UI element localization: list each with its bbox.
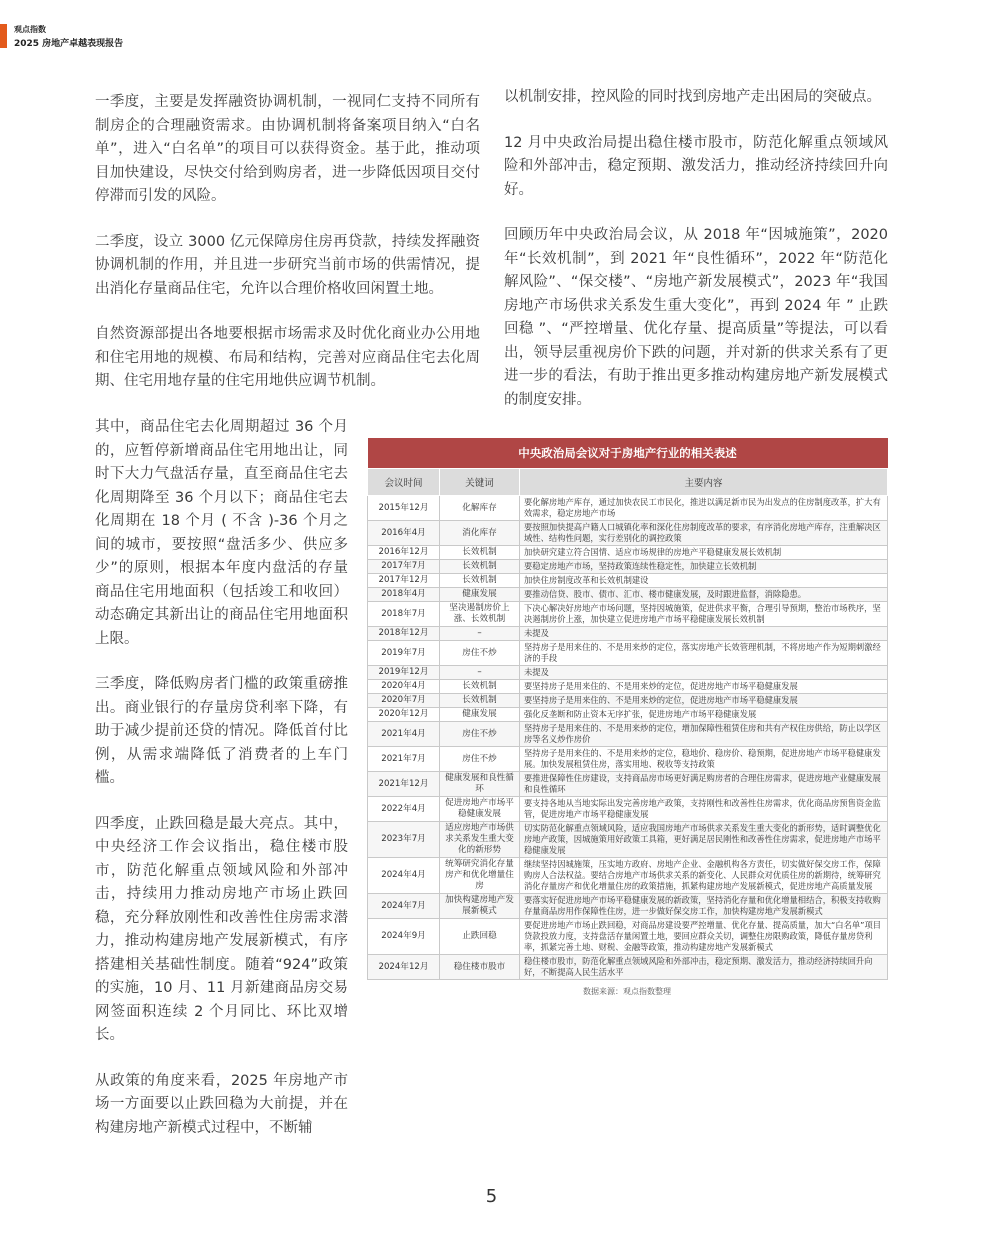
cell-keyword: 房住不炒 [440,747,520,772]
cell-keyword: 长效机制 [440,680,520,694]
cell-meeting-time: 2024年4月 [368,858,440,894]
cell-meeting-time: 2021年12月 [368,772,440,797]
table-row [368,680,888,694]
cell-content: 坚持房子是用来住的、不是用来炒的定位，增加保障性租赁住房和共有产权住房供给，防止以学区房等名义炒作房价 [520,722,888,747]
table-row [368,641,888,666]
cell-keyword: 房住不炒 [440,641,520,666]
paragraph: 12 月中央政治局提出稳住楼市股市，防范化解重点领域风险和外部冲击，稳定预期、激发活力，推动经济持续回升向好。 [504,134,888,198]
cell-meeting-time: 2017年12月 [368,574,440,588]
cell-keyword: 健康发展 [440,708,520,722]
cell-keyword: 健康发展和良性循环 [440,772,520,797]
cell-meeting-time: 2021年7月 [368,747,440,772]
table-row [368,747,888,772]
table-row [368,496,888,521]
cell-content: 加快住房制度改革和长效机制建设 [520,574,888,588]
cell-content: 强化反垄断和防止资本无序扩张，促进房地产市场平稳健康发展 [520,708,888,722]
cell-meeting-time: 2024年7月 [368,894,440,919]
cell-content: 坚持房子是用来住的、不是用来炒的定位，落实房地产长效管理机制，不将房地产作为短期刺激经济的手段 [520,641,888,666]
cell-meeting-time: 2015年12月 [368,496,440,521]
cell-keyword: – [440,666,520,680]
cell-content: 加快研究建立符合国情、适应市场规律的房地产平稳健康发展长效机制 [520,546,888,560]
cell-keyword: 加快构建房地产发展新模式 [440,894,520,919]
cell-keyword: 统筹研究消化存量房产和优化增量住房 [440,858,520,894]
cell-meeting-time: 2018年12月 [368,627,440,641]
cell-meeting-time: 2020年7月 [368,694,440,708]
cell-content: 坚持房子是用来住的、不是用来炒的定位，稳地价、稳房价、稳预期，促进房地产市场平稳健康发展。加快发展租赁住房，落实用地、税收等支持政策 [520,747,888,772]
cell-keyword: – [440,627,520,641]
cell-content: 要化解房地产库存，通过加快农民工市民化，推进以满足新市民为出发点的住房制度改革，扩大有效需求，稳定房地产市场 [520,496,888,521]
cell-content: 要支持各地从当地实际出发完善房地产政策，支持刚性和改善性住房需求，优化商品房预售资金监管，促进房地产市场平稳健康发展 [520,797,888,822]
cell-content: 未提及 [520,627,888,641]
cell-content: 下决心解决好房地产市场问题，坚持因城施策，促进供求平衡，合理引导预期，整治市场秩序，坚决遏制房价上涨，加快建立促进房地产市场平稳健康发展长效机制 [520,602,888,627]
cell-keyword: 适应房地产市场供求关系发生重大变化的新形势 [440,822,520,858]
cell-meeting-time: 2018年7月 [368,602,440,627]
cell-content: 要落实好促进房地产市场平稳健康发展的新政策，坚持消化存量和优化增量相结合，积极支持收购存量商品房用作保障性住房，进一步做好保交房工作，加快构建房地产发展新模式 [520,894,888,919]
table-row [368,602,888,627]
cell-content: 要坚持房子是用来住的、不是用来炒的定位，促进房地产市场平稳健康发展 [520,680,888,694]
right-column [504,86,888,434]
table-row [368,955,888,980]
cell-meeting-time: 2024年9月 [368,919,440,955]
column-header: 主要内容 [520,469,888,496]
table-title: 中央政治局会议对于房地产行业的相关表述 [368,438,888,469]
cell-content: 要推动信贷、股市、债市、汇市、楼市健康发展，及时跟进监督，消除隐患。 [520,588,888,602]
report-title: 2025 房地产卓越表现报告 [14,39,124,49]
cell-keyword: 坚决遏制房价上涨、长效机制 [440,602,520,627]
cell-keyword: 促进房地产市场平稳健康发展 [440,797,520,822]
table-row [368,722,888,747]
table-row [368,521,888,546]
cell-meeting-time: 2019年7月 [368,641,440,666]
cell-meeting-time: 2022年4月 [368,797,440,822]
cell-content: 要坚持房子是用来住的、不是用来炒的定位，促进房地产市场平稳健康发展 [520,694,888,708]
table-row [368,708,888,722]
cell-content: 要促进房地产市场止跌回稳，对商品房建设要严控增量、优化存量、提高质量，加大“白名单”项目贷款投放力度，支持盘活存量闲置土地，要回应群众关切，调整住房限购政策，降低存量房贷利率，抓紧完善土地、财税、金融等政策，推动构建房地产发展新模式 [520,919,888,955]
cell-content: 要稳定房地产市场，坚持政策连续性稳定性，加快建立长效机制 [520,560,888,574]
table-row [368,560,888,574]
cell-keyword: 稳住楼市股市 [440,955,520,980]
cell-meeting-time: 2019年12月 [368,666,440,680]
paragraph: 二季度，设立 3000 亿元保障房住房再贷款，持续发挥融资协调机制的作用，并且进一步研究当前市场的供需情况，提出消化存量商品住宅，允许以合理价格收回闲置土地。 [95,233,480,297]
cell-meeting-time: 2024年12月 [368,955,440,980]
cell-keyword: 长效机制 [440,560,520,574]
table-row [368,919,888,955]
cell-content: 稳住楼市股市，防范化解重点领域风险和外部冲击，稳定预期、激发活力，推动经济持续回升向好，不断提高人民生活水平 [520,955,888,980]
cell-keyword: 消化库存 [440,521,520,546]
cell-meeting-time: 2020年4月 [368,680,440,694]
column-header: 会议时间 [368,469,440,496]
cell-meeting-time: 2023年7月 [368,822,440,858]
policy-table [367,438,888,980]
table-row [368,822,888,858]
cell-keyword: 长效机制 [440,694,520,708]
paragraph: 从政策的角度来看，2025 年房地产市场一方面要以止跌回稳为大前提，并在构建房地产新模式过程中，不断辅 [95,1072,348,1136]
table-row [368,894,888,919]
cell-keyword: 长效机制 [440,546,520,560]
cell-keyword: 房住不炒 [440,722,520,747]
table-row [368,588,888,602]
page-number: 5 [485,1186,498,1207]
cell-keyword: 化解库存 [440,496,520,521]
paragraph: 自然资源部提出各地要根据市场需求及时优化商业办公用地和住宅用地的规模、布局和结构，完善对应商品住宅去化周期、住宅用地存量的住宅用地供应调节机制。 [95,326,480,389]
cell-meeting-time: 2016年4月 [368,521,440,546]
table-row [368,772,888,797]
brand-name: 观点指数 [14,25,46,34]
table-row [368,627,888,641]
paragraph: 回顾历年中央政治局会议，从 2018 年“因城施策”，2020 年“长效机制”，到 2021 年“良性循环”，2022 年“防范化解风险”、“保交楼”、“房地产新发展模式”，2023 年“我国房地产市场供求关系发生重大变化”，再到 2024 年 ” 止跌回稳 ”、“严控增量、优化存量、提高质量”等提法，可以看出，领导层重视房价下跌的问题，并对新的供求关系有了更进一步的看法，有助于推出更多推动构建房地产新发展模式的制度安排。 [504,227,888,408]
cell-content: 未提及 [520,666,888,680]
cell-meeting-time: 2016年12月 [368,546,440,560]
policy-table-block [367,438,887,997]
cell-meeting-time: 2021年4月 [368,722,440,747]
column-header: 关键词 [440,469,520,496]
paragraph: 以机制安排，控风险的同时找到房地产走出困局的突破点。 [504,89,881,105]
table-row [368,666,888,680]
left-column-top [95,91,480,416]
cell-meeting-time: 2017年7月 [368,560,440,574]
cell-content: 切实防范化解重点领域风险，适应我国房地产市场供求关系发生重大变化的新形势，适时调整优化房地产政策，因城施策用好政策工具箱，更好满足居民刚性和改善性住房需求，促进房地产市场平稳健康发展 [520,822,888,858]
cell-keyword: 健康发展 [440,588,520,602]
data-source-note: 数据来源：观点指数整理 [583,987,671,996]
paragraph: 其中，商品住宅去化周期超过 36 个月的，应暂停新增商品住宅用地出让，同时下大力气盘活存量，直至商品住宅去化周期降至 36 个月以下；商品住宅去化周期在 18 个月 ( 不含 )-36 个月之间的城市，要按照“盘活多少、供应多少”的原则，根据本年度内盘活的存量商品住宅用地面积（包括竣工和收回）动态确定其新出让的商品住宅用地面积上限。 [95,419,348,647]
table-row [368,797,888,822]
cell-content: 继续坚持因城施策，压实地方政府、房地产企业、金融机构各方责任，切实做好保交房工作，保障购房人合法权益。要结合房地产市场供求关系的新变化、人民群众对优质住房的新期待，统筹研究消化存量房产和优化增量住房的政策措施，抓紧构建房地产发展新模式，促进房地产高质量发展 [520,858,888,894]
table-row [368,858,888,894]
cell-content: 要按照加快提高户籍人口城镇化率和深化住房制度改革的要求，有序消化房地产库存，注重解决区域性、结构性问题，实行差别化的调控政策 [520,521,888,546]
table-row [368,694,888,708]
left-column-narrow [95,416,348,1162]
paragraph: 一季度，主要是发挥融资协调机制，一视同仁支持不同所有制房企的合理融资需求。由协调机制将备案项目纳入“白名单”，进入“白名单”的项目可以获得资金。基于此，推动项目加快建设，尽快交付给到购房者，进一步降低因项目交付停滞而引发的风险。 [95,94,480,204]
header-accent-bar [0,24,7,48]
cell-meeting-time: 2020年12月 [368,708,440,722]
paragraph: 三季度，降低购房者门槛的政策重磅推出。商业银行的存量房贷利率下降，有助于减少提前还贷的情况。降低首付比例，从需求端降低了消费者的上车门槛。 [95,676,348,786]
cell-keyword: 止跌回稳 [440,919,520,955]
table-row [368,574,888,588]
paragraph: 四季度，止跌回稳是最大亮点。其中，中央经济工作会议指出，稳住楼市股市，防范化解重点领域风险和外部冲击，持续用力推动房地产市场止跌回稳，充分释放刚性和改善性住房需求潜力，推动构建房地产发展新模式，有序搭建相关基础性制度。随着“924”政策的实施，10 月、11 月新建商品房交易网签面积连续 2 个月同比、环比双增长。 [95,815,348,1043]
cell-content: 要推进保障性住房建设，支持商品房市场更好满足购房者的合理住房需求，促进房地产业健康发展和良性循环 [520,772,888,797]
cell-meeting-time: 2018年4月 [368,588,440,602]
cell-keyword: 长效机制 [440,574,520,588]
table-body [368,496,888,980]
table-row [368,546,888,560]
